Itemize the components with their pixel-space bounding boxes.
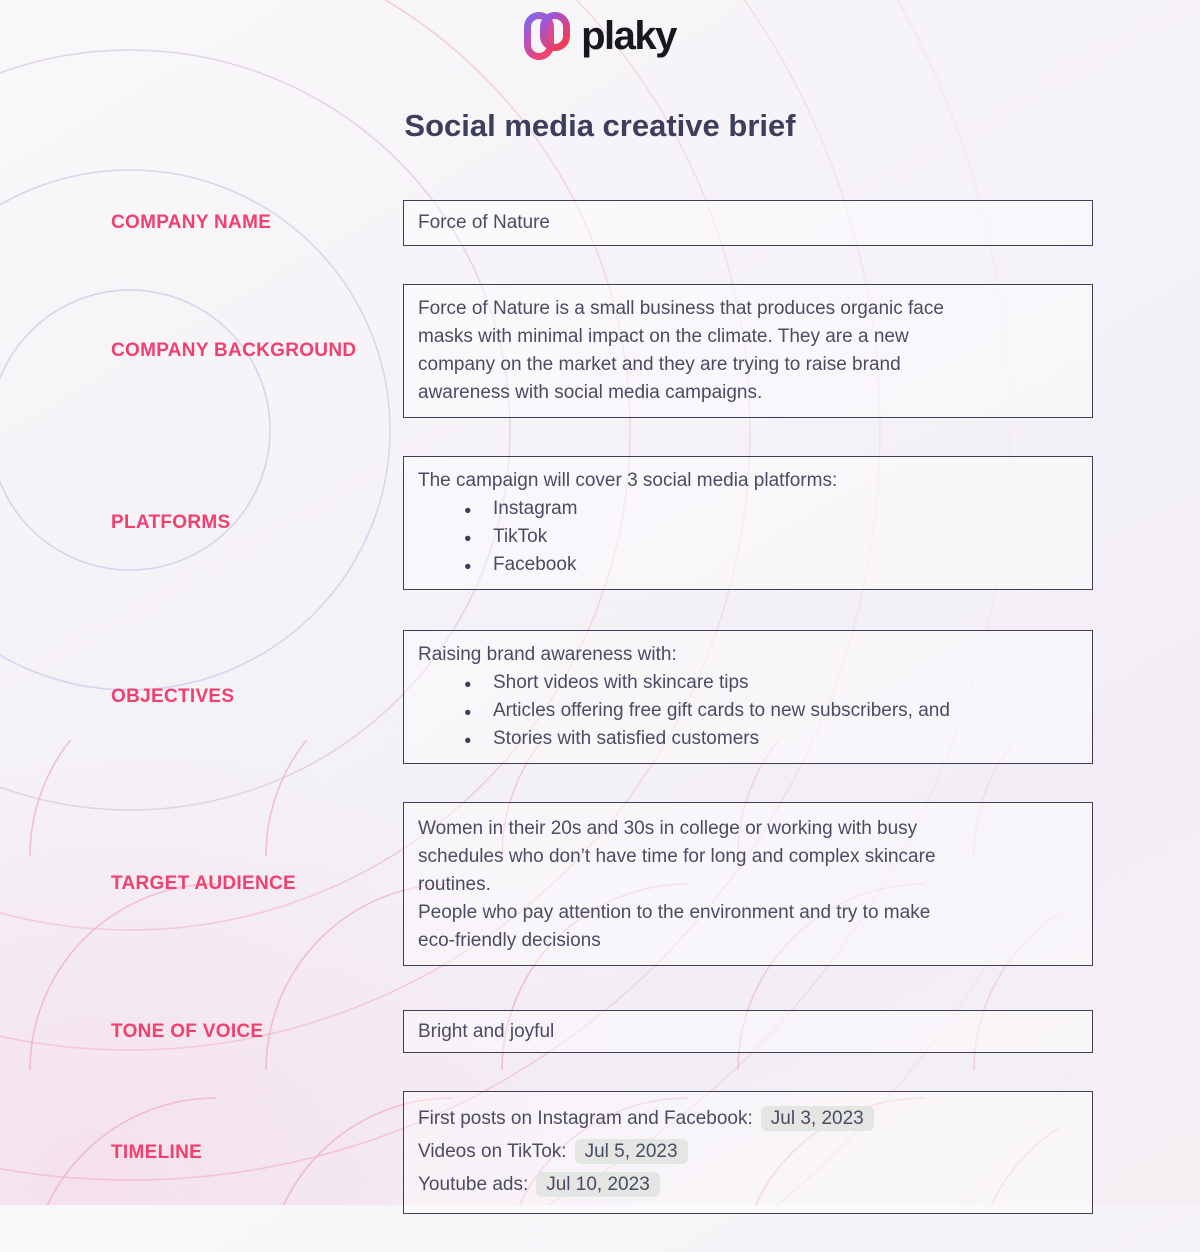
timeline-entry [418, 1170, 1076, 1200]
text-line: routines. [418, 874, 491, 895]
field-row-platforms [111, 456, 1093, 590]
plaky-logo-icon [524, 12, 570, 60]
logo [0, 12, 1200, 60]
date-chip[interactable]: Jul 3, 2023 [761, 1106, 874, 1131]
text-line: Force of Nature is a small business that produces organic face [418, 298, 944, 319]
timeline-entry-text: Youtube ads: [418, 1174, 529, 1195]
field-row-target-audience [111, 802, 1093, 966]
page-title: Social media creative brief [404, 108, 796, 143]
list-item: ● Stories with satisfied customers [418, 725, 1076, 753]
text-line: schedules who don’t have time for long and complex skincare [418, 846, 936, 867]
tone-of-voice-value: Bright and joyful [418, 1020, 555, 1042]
timeline-entry-text: Videos on TikTok: [418, 1141, 567, 1162]
list-item: ● Articles offering free gift cards to new subscribers, and [418, 697, 1076, 725]
objectives-field[interactable] [403, 630, 1093, 764]
field-row-timeline [111, 1091, 1093, 1214]
text-line: People who pay attention to the environment and try to make [418, 902, 931, 923]
timeline-entry-text: First posts on Instagram and Facebook: [418, 1108, 753, 1129]
company-name-field[interactable] [403, 200, 1093, 246]
list-item: ● Short videos with skincare tips [418, 669, 1076, 697]
timeline-entry [418, 1104, 1076, 1134]
field-row-company-background [111, 284, 1093, 418]
company-background-field[interactable] [403, 284, 1093, 418]
field-row-company-name [111, 200, 1093, 246]
brief-form [111, 200, 1093, 1252]
timeline-label: TIMELINE [111, 1141, 203, 1163]
company-background-label: COMPANY BACKGROUND [111, 340, 357, 361]
list-item: ● TikTok [418, 523, 1076, 551]
date-chip[interactable]: Jul 5, 2023 [575, 1139, 688, 1164]
platforms-list [418, 495, 1076, 579]
platforms-intro: The campaign will cover 3 social media platforms: [418, 470, 838, 491]
text-line: masks with minimal impact on the climate. They are a new [418, 326, 909, 347]
text-line: company on the market and they are trying to raise brand [418, 354, 901, 375]
tone-of-voice-label: TONE OF VOICE [111, 1020, 264, 1042]
list-item: ● Facebook [418, 551, 1076, 579]
objectives-label: OBJECTIVES [111, 686, 235, 707]
text-line: Women in their 20s and 30s in college or working with busy [418, 818, 918, 839]
text-line: eco-friendly decisions [418, 930, 601, 951]
objectives-list [418, 669, 1076, 753]
brand-name: plaky [581, 13, 676, 58]
field-row-tone-of-voice [111, 1010, 1093, 1053]
text-line: awareness with social media campaigns. [418, 382, 763, 403]
platforms-label: PLATFORMS [111, 512, 231, 533]
timeline-entry [418, 1137, 1076, 1167]
objectives-intro: Raising brand awareness with: [418, 644, 677, 665]
target-audience-field[interactable] [403, 802, 1093, 966]
company-name-label: COMPANY NAME [111, 212, 272, 233]
company-name-value: Force of Nature [418, 212, 550, 233]
platforms-field[interactable] [403, 456, 1093, 590]
list-item: ● Instagram [418, 495, 1076, 523]
date-chip[interactable]: Jul 10, 2023 [536, 1172, 660, 1197]
tone-of-voice-field[interactable] [403, 1010, 1093, 1053]
field-row-objectives [111, 630, 1093, 764]
timeline-field[interactable] [403, 1091, 1093, 1214]
target-audience-label: TARGET AUDIENCE [111, 873, 296, 894]
